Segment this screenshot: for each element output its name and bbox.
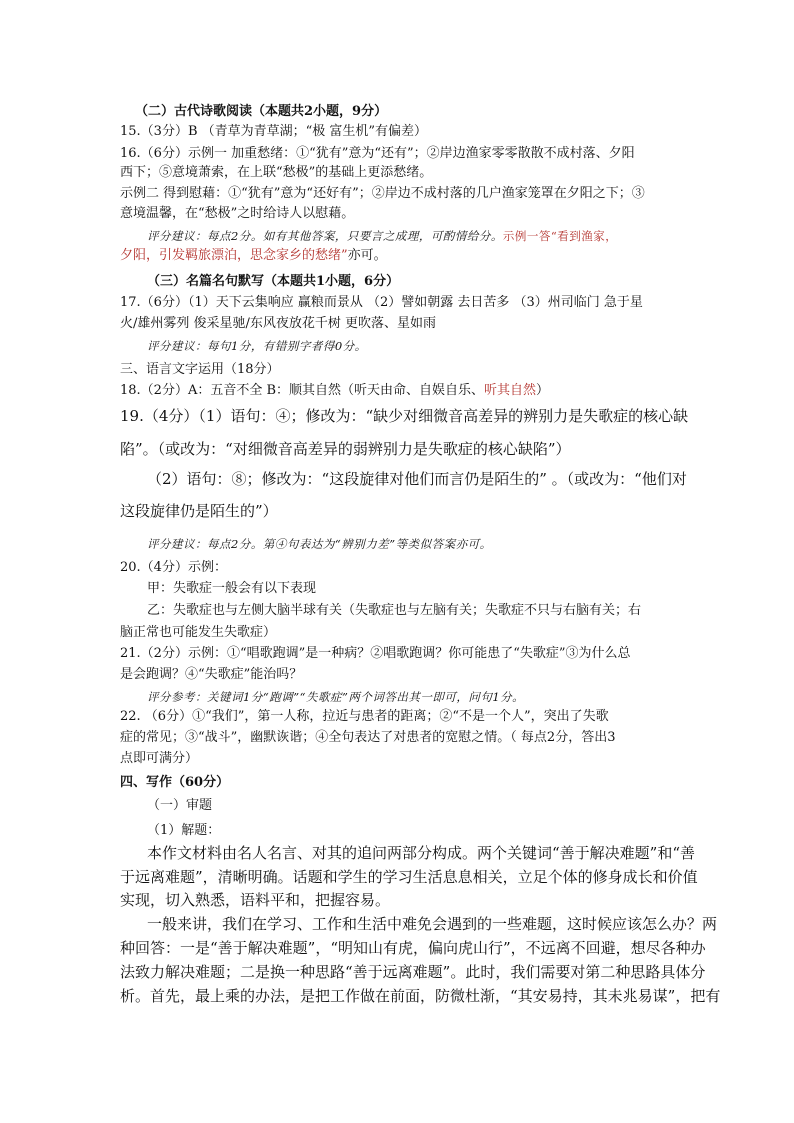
writing-p1-line-1: 本作文材料由名人名言、对其的追问两部分构成。两个关键词“善于解决难题”和“善 [147,844,696,862]
q21-scoring-comment: 评分参考：关键词1分“跑调”“失歌症”两个词答出其一即可，问句1分。 [147,690,525,704]
writing-p1-line-2: 于远离难题”，清晰明确。话题和学生的学习生活息息相关，立足个体的修身成长和价值 [120,868,698,886]
writing-p2-line-2: 种回答：一是“善于解决难题”，“明知山有虎，偏向虎山行”，不远离不回避，想尽各种办 [120,939,706,957]
q19-line-2: 陷”。（或改为：“对细微音高差异的弱辨别力是失歌症的核心缺陷”） [120,440,571,458]
writing-sub-heading-2: （1）解题： [147,823,221,838]
writing-p1-line-3: 实现，切入熟悉，语料平和，把握容易。 [120,891,391,909]
q16-scoring-comment-cont [120,247,387,265]
q19-scoring-comment: 评分建议：每点2分。第④句表达为“辨别力差”等类似答案亦可。 [147,537,492,551]
q19-line-4: 这段旋律仍是陌生的”） [120,502,278,520]
q20-line-1: 20.（4分）示例： [120,560,227,575]
q16-line-4: 意境温馨，在“愁极”之时给诗人以慰藉。 [120,206,355,221]
writing-p2-line-4: 析。首先，最上乘的办法，是把工作做在前面，防微杜渐，“其安易持，其未兆易谋”，把有 [120,987,721,1005]
q20-line-4: 脑正常也可能发生失歌症） [120,625,277,640]
q17-line-1: 17.（6分）（1）天下云集响应 赢粮而景从 （2）譬如朝露 去日苦多 （3）州司临门 急于星 [120,295,643,310]
q22-line-2: 症的常见；③“战斗”，幽默诙谐；④全句表达了对患者的宽慰之情。（ 每点2分，答出3 [120,730,616,745]
q17-scoring-comment: 评分建议：每句1分，有错别字者得0分。 [147,339,367,353]
writing-sub-heading-1: （一）审题 [147,798,213,813]
section-heading-writing: 四、写作（60分） [120,775,230,790]
q21-line-1: 21.（2分）示例：①“唱歌跑调”是一种病？②唱歌跑调？你可能患了“失歌症”③为什么总 [120,646,631,661]
q19-line-1: 19.（4分）（1）语句：④；修改为：“缺少对细微音高差异的辨别力是失歌症的核心缺 [120,407,689,425]
q18-red: 听其自然 [484,383,537,398]
q15-answer: 15.（3分）B （青草为青草湖；“极 富生机”有偏差） [120,124,428,139]
writing-p2-line-3: 法致力解决难题；二是换一种思路“善于远离难题”。此时，我们需要对第二种思路具体分 [120,963,706,981]
q16-comment-red-1: 示例一答“看到渔家， [502,229,618,243]
q18-main: 18.（2分）A：五音不全 B：顺其自然（听天由命、自娱自乐、 [120,383,485,398]
section-heading-language: 三、语言文字运用（18分） [120,362,280,377]
q19-line-3: （2）语句：⑧；修改为：“这段旋律对他们而言仍是陌生的” 。（或改为：“他们对 [147,470,687,488]
q16-line-3: 示例二 得到慰藉：①“犹有”意为“还好有”；②岸边不成村落的几户渔家笼罩在夕阳之下；③ [120,186,645,201]
q20-line-3: 乙：失歌症也与左侧大脑半球有关（失歌症也与左脑有关；失歌症不只与右脑有关；右 [147,603,642,618]
q16-line-1: 16.（6分）示例一 加重愁绪：①“犹有”意为“还有”；②岸边渔家零零散散不成村落、夕阳 [120,146,635,161]
q16-line-2: 西下；⑤意境萧索，在上联“愁极”的基础上更添愁绪。 [120,165,433,180]
q18-end: ） [536,383,550,398]
q16-comment-red-2: 夕阳，引发羁旅漂泊，思念家乡的愁绪” [120,248,348,263]
q20-line-2: 甲：失歌症一般会有以下表现 [147,581,317,596]
writing-p2-line-1: 一般来讲，我们在学习、工作和生活中难免会遇到的一些难题，这时候应该怎么办？两 [147,915,718,933]
section-heading-recitation: （三）名篇名句默写（本题共1小题，6分） [147,274,400,289]
q22-line-3: 点即可满分） [120,751,199,766]
q16-scoring-comment [147,227,617,245]
q16-comment-text: 评分建议：每点2分。如有其他答案，只要言之成理，可酌情给分。 [147,229,503,243]
q18-answer [120,382,549,400]
q16-comment-end: 亦可。 [347,248,387,263]
section-heading-poetry: （二）古代诗歌阅读（本题共2小题，9分） [135,104,388,119]
q17-line-2: 火/雄州雾列 俊采星驰/东风夜放花千树 更吹落、星如雨 [120,316,437,331]
q21-line-2: 是会跑调？④“失歌症”能治吗？ [120,667,303,682]
q22-line-1: 22. （6分）①“我们”，第一人称，拉近与患者的距离；②“不是一个人”，突出了失歌 [120,709,609,724]
